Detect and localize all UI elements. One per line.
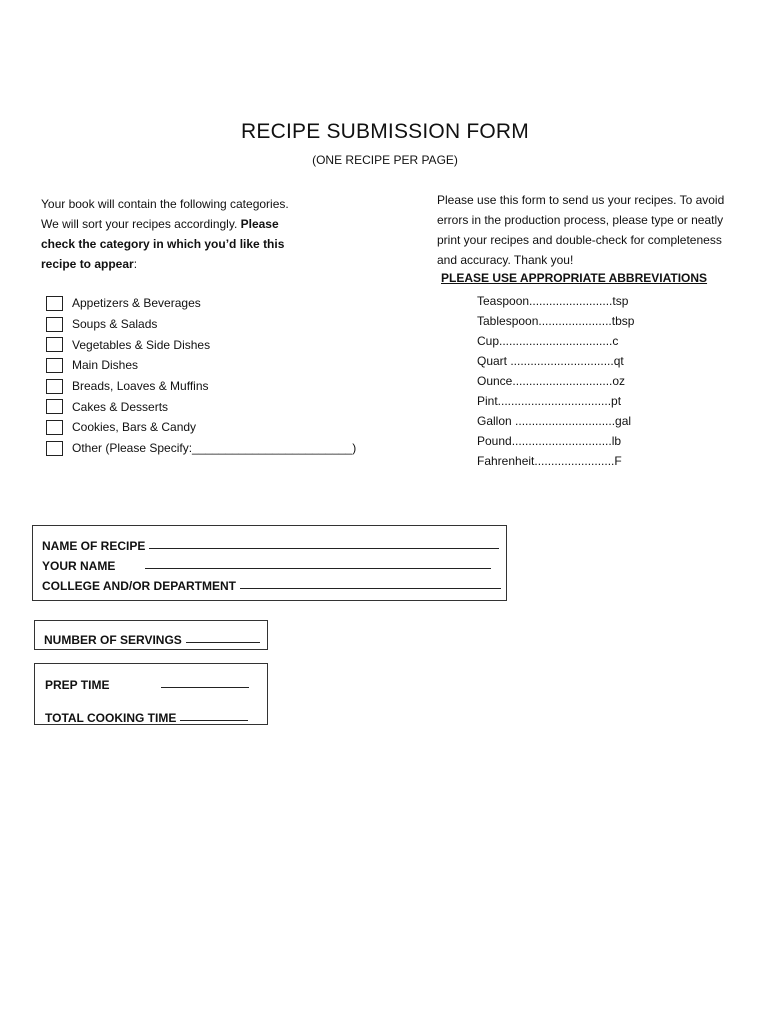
abbreviation-item: Pint..................................pt <box>477 394 622 408</box>
categories-intro-text: Your book will contain the following categories. We will sort your recipes accordingly. <box>41 197 289 231</box>
your-name-row <box>42 553 506 573</box>
category-checkbox-cookies[interactable] <box>46 420 63 435</box>
category-label: Vegetables & Side Dishes <box>72 337 211 352</box>
prep-time-label: PREP TIME <box>45 678 110 692</box>
category-item <box>46 334 356 355</box>
abbreviation-item: Cup..................................c <box>477 334 619 348</box>
categories-intro-bold: Please check the category in which you’d like this recipe to appear <box>41 217 285 271</box>
category-item <box>46 396 356 417</box>
cooking-time-field[interactable] <box>180 708 248 721</box>
abbreviation-item: Ounce..............................oz <box>477 374 626 388</box>
servings-box <box>34 620 268 650</box>
category-item <box>46 314 356 335</box>
abbreviations-heading: PLEASE USE APPROPRIATE ABBREVIATIONS <box>441 271 708 285</box>
category-checkbox-soups[interactable] <box>46 317 63 332</box>
college-label: COLLEGE AND/OR DEPARTMENT <box>42 579 236 593</box>
category-checkbox-other[interactable] <box>46 441 63 456</box>
recipe-details-box <box>32 525 507 601</box>
category-item <box>46 355 356 376</box>
time-box <box>34 663 268 725</box>
category-checkbox-cakes[interactable] <box>46 399 63 414</box>
instructions-text: Please use this form to send us your recipes. To avoid errors in the production process, please type or neatly print your recipes and double-check for completeness and accuracy. Thank you! <box>437 193 725 267</box>
category-label: Other (Please Specify:________________________) <box>72 441 357 456</box>
categories-intro <box>41 194 301 274</box>
prep-time-row <box>45 672 267 692</box>
category-list <box>46 293 356 459</box>
category-label: Cookies, Bars & Candy <box>72 420 197 435</box>
category-item <box>46 438 356 459</box>
cooking-time-row <box>45 705 267 725</box>
category-checkbox-breads[interactable] <box>46 379 63 394</box>
prep-time-field[interactable] <box>161 675 249 688</box>
servings-label: NUMBER OF SERVINGS <box>44 633 182 647</box>
abbreviation-item: Gallon ..............................gal <box>477 414 632 428</box>
category-checkbox-vegetables[interactable] <box>46 337 63 352</box>
servings-row <box>44 627 267 647</box>
cooking-time-label: TOTAL COOKING TIME <box>45 711 177 725</box>
category-checkbox-main-dishes[interactable] <box>46 358 63 373</box>
category-label: Cakes & Desserts <box>72 399 169 414</box>
abbreviation-list <box>477 291 634 471</box>
abbreviation-item: Pound..............................lb <box>477 434 622 448</box>
form-title: RECIPE SUBMISSION FORM <box>241 120 529 143</box>
category-label: Breads, Loaves & Muffins <box>72 379 209 394</box>
recipe-name-row <box>42 533 506 553</box>
college-field[interactable] <box>240 576 501 589</box>
abbreviation-item: Fahrenheit........................F <box>477 454 622 468</box>
category-item <box>46 417 356 438</box>
category-checkbox-appetizers[interactable] <box>46 296 63 311</box>
recipe-name-label: NAME OF RECIPE <box>42 539 146 553</box>
category-label: Appetizers & Beverages <box>72 296 201 311</box>
your-name-field[interactable] <box>145 556 491 569</box>
servings-field[interactable] <box>186 630 260 643</box>
category-label: Main Dishes <box>72 358 139 373</box>
your-name-label: YOUR NAME <box>42 559 116 573</box>
category-item <box>46 293 356 314</box>
abbreviation-item: Tablespoon......................tbsp <box>477 314 635 328</box>
recipe-name-field[interactable] <box>149 536 499 549</box>
abbreviation-item: Quart ...............................qt <box>477 354 624 368</box>
categories-intro-colon: : <box>133 257 138 271</box>
college-row <box>42 573 506 593</box>
form-subtitle: (ONE RECIPE PER PAGE) <box>312 153 458 167</box>
category-item <box>46 376 356 397</box>
abbreviation-item: Teaspoon.........................tsp <box>477 294 629 308</box>
category-label: Soups & Salads <box>72 317 158 332</box>
